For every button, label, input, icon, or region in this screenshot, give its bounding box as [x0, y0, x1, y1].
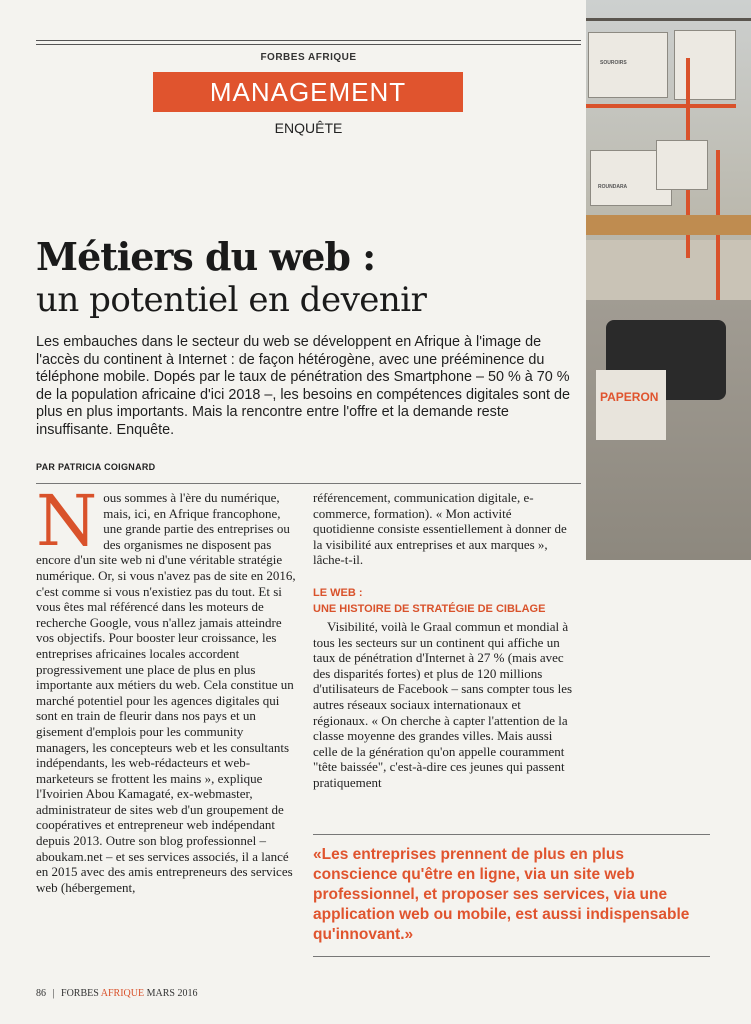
quote-rule-top [313, 834, 710, 835]
folio-issue: MARS 2016 [144, 988, 198, 999]
pull-quote: «Les entreprises prennent de plus en plus conscience qu'être en ligne, via un site web professionnel, et proposer ses services, via une application web ou mobile, est aussi indispensable qu'innovant.» [313, 846, 690, 943]
folio [36, 988, 197, 999]
subhead-line-1: LE WEB : [313, 587, 363, 599]
divider [36, 483, 581, 484]
article-photo [586, 0, 751, 560]
folio-mag-b: AFRIQUE [100, 988, 145, 999]
quote-rule-bottom [313, 956, 710, 957]
subhead-line-2: UNE HISTOIRE DE STRATÉGIE DE CIBLAGE [313, 603, 546, 615]
header-rule [36, 40, 581, 41]
photo-table [586, 215, 751, 235]
drop-cap: N [36, 480, 98, 562]
byline: PAR PATRICIA COIGNARD [36, 462, 156, 472]
folio-separator: | [52, 988, 55, 999]
section-banner: MANAGEMENT [153, 72, 463, 112]
column-1-text: ous sommes à l'ère du numérique, mais, ici, en Afrique francophone, une grande partie des entreprises ou des organismes ne disposent pas encore d'un site web ni d'une véritable stratégie numérique. Or, si vous n'avez pas de site en 2016, c'est comme si vous n'existiez pas du tout. Et si vous êtes mal référencé dans les moteurs de recherche Google, vous n'allez jamais atteindre vos objectifs. Pour booster leur croissance, les entreprises africaines locales accordent progressivement une place de plus en plus importante aux métiers du web. Cela constitue un marché potentiel pour les agences digitales qui sont en train de fleurir dans nos pays et un gisement d'emplois pour les community managers, les concepteurs web et les consultants indépendants, les web-rédacteurs et web-marketeurs se frottent les mains », explique l'Ivoirien Abou Kamagaté, ex-webmaster, administrateur de sites web d'un groupement de coopératives et entrepreneur web indépendant depuis 2013. Outre son blog professionnel – aboukam.net – et ses services associés, il a lancé en 2015 avec des amis entrepreneurs des services web (hébergement, [36, 490, 296, 895]
brand-label: FORBES AFRIQUE [260, 52, 357, 63]
photo-box-text: SOUROIRS [600, 60, 627, 66]
article-lead: Les embauches dans le secteur du web se développent en Afrique à l'image de l'accès du continent à Internet : de façon hétérogène, avec une prééminence du téléphone mobile. Dopés par le taux de pénétration des Smartphone – 50 % à 70 % de la population africaine d'ici 2018 –, les besoins en compétences digitales sont de plus en plus importants. Mais la rencontre entre l'offre et la demande reste insuffisante. Enquête. [36, 334, 570, 438]
body-column-1 [36, 480, 298, 895]
photo-shelf [586, 18, 751, 21]
photo-box-text: ROUNDARA [598, 184, 628, 190]
page-number: 86 [36, 988, 46, 999]
header-rule [36, 44, 581, 45]
folio-mag-a: FORBES [61, 988, 101, 999]
body-column-2-bottom: Visibilité, voilà le Graal commun et mondial à tous les secteurs sur un continent qui affiche un taux de pénétration d'Internet à 27 % (mais avec des disparités fortes) et plus de 120 millions d'utilisateurs de Facebook – sans compter tous les autres réseaux sociaux internationaux et régionaux. « On cherche à capter l'attention de la classe moyenne des grandes villes. Mais aussi celle de la génération qu'on appelle couramment "tête baissée", c'est-à-dire ces jeunes qui passent pratiquement [313, 619, 573, 790]
photo-orange-rack [586, 104, 736, 108]
photo-box [656, 140, 708, 190]
photo-box [674, 30, 736, 100]
photo-carton [596, 370, 666, 440]
article-subtitle: un potentiel en devenir [36, 280, 427, 320]
body-column-2-top: référencement, communication digitale, e-commerce, formation). « Mon activité quotidienne consiste essentiellement à donner de la visibilité aux entreprises et aux marques », lâche-t-il. [313, 490, 567, 568]
photo-carton-text: PAPERON [600, 390, 659, 404]
scan-margin [0, 0, 40, 12]
kicker-label: ENQUÊTE [274, 120, 343, 136]
article-title: Métiers du web : [36, 234, 376, 279]
